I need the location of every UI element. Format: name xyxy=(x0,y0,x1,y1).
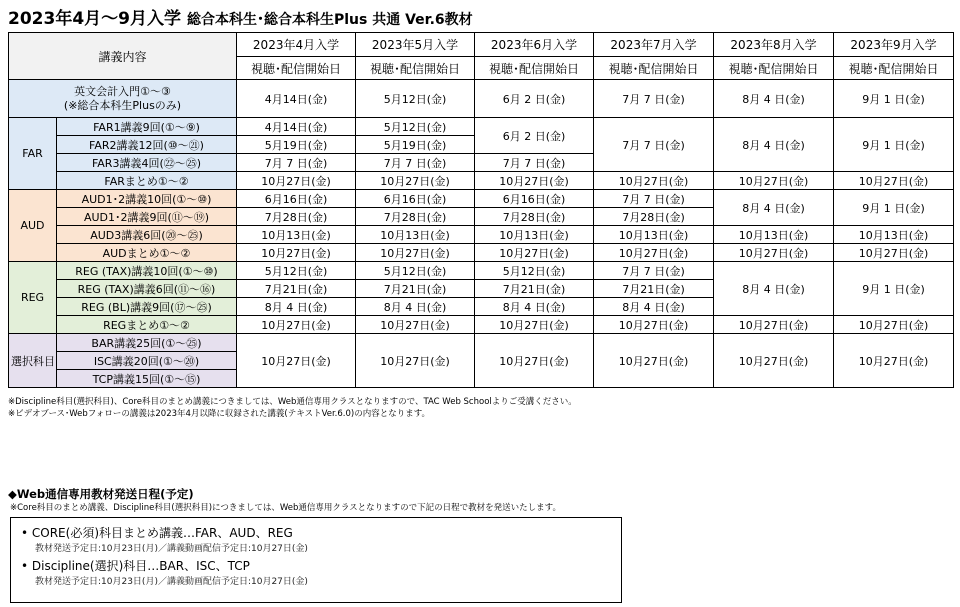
reg3-label: REG (BL)講義9回(⑰～㉕) xyxy=(57,298,237,316)
web-section-title: ◆Web通信専用教材発送日程(予定) xyxy=(8,487,194,501)
far1-may: 5月12日(金) xyxy=(356,118,475,136)
aud1-apr: 6月16日(金) xyxy=(237,190,356,208)
far2-may: 5月19日(金) xyxy=(356,136,475,154)
reg-summary-apr: 10月27日(金) xyxy=(237,316,356,334)
intro-date-jul: 7月 7 日(金) xyxy=(594,80,714,118)
far-merged-sep: 9月 1 日(金) xyxy=(834,118,954,172)
aud2-may: 7月28日(金) xyxy=(356,208,475,226)
intro-date-may: 5月12日(金) xyxy=(356,80,475,118)
far-summary-may: 10月27日(金) xyxy=(356,172,475,190)
core-item-dates: 教材発送予定日:10月23日(月)／講義動画配信予定日:10月27日(金) xyxy=(35,544,308,554)
far-summary-apr: 10月27日(金) xyxy=(237,172,356,190)
table-row-intro xyxy=(9,80,954,118)
far-summary-label: FARまとめ①～② xyxy=(57,172,237,190)
aud2-apr: 7月28日(金) xyxy=(237,208,356,226)
header-month-may: 2023年5月入学 xyxy=(356,33,475,57)
reg3-apr: 8月 4 日(金) xyxy=(237,298,356,316)
aud-summary-jul: 10月27日(金) xyxy=(594,244,714,262)
footnotes xyxy=(8,396,577,420)
aud-merged-sep: 9月 1 日(金) xyxy=(834,190,954,226)
group-reg: REG xyxy=(9,262,57,334)
far2-apr: 5月19日(金) xyxy=(237,136,356,154)
elective-sep: 10月27日(金) xyxy=(834,334,954,388)
header-month-aug: 2023年8月入学 xyxy=(714,33,834,57)
elective-jun: 10月27日(金) xyxy=(475,334,594,388)
far3-may: 7月 7 日(金) xyxy=(356,154,475,172)
far-summary-jul: 10月27日(金) xyxy=(594,172,714,190)
web-section-note: ※Core科目のまとめ講義、Discipline科目(選択科目)につきましては、Web通信専用クラスとなりますので下記の日程で教材を発送いたします。 xyxy=(10,503,561,513)
group-far: FAR xyxy=(9,118,57,190)
reg-summary-label: REGまとめ①～② xyxy=(57,316,237,334)
elective-aug: 10月27日(金) xyxy=(714,334,834,388)
subheader-aug: 視聴･配信開始日 xyxy=(714,57,834,80)
far-merged-jun: 6月 2 日(金) xyxy=(475,118,594,154)
aud-summary-apr: 10月27日(金) xyxy=(237,244,356,262)
footnote-2: ※ビデオブース･Webフォローの講義は2023年4月以降に収録された講義(テキストVer.6.0)の内容となります。 xyxy=(8,409,431,419)
aud2-label: AUD1･2講義9回(⑪～⑲) xyxy=(57,208,237,226)
list-item xyxy=(21,557,611,587)
aud3-jul: 10月13日(金) xyxy=(594,226,714,244)
intro-date-aug: 8月 4 日(金) xyxy=(714,80,834,118)
aud2-jul: 7月28日(金) xyxy=(594,208,714,226)
tcp-label: TCP講義15回(①～⑮) xyxy=(57,370,237,388)
reg2-jul: 7月21日(金) xyxy=(594,280,714,298)
list-item xyxy=(21,524,611,554)
aud-merged-aug: 8月 4 日(金) xyxy=(714,190,834,226)
core-item-title: • CORE(必須)科目まとめ講義…FAR、AUD、REG xyxy=(21,526,293,540)
reg2-label: REG (TAX)講義6回(⑪～⑯) xyxy=(57,280,237,298)
aud1-jun: 6月16日(金) xyxy=(475,190,594,208)
intro-date-apr: 4月14日(金) xyxy=(237,80,356,118)
subheader-apr: 視聴･配信開始日 xyxy=(237,57,356,80)
aud1-may: 6月16日(金) xyxy=(356,190,475,208)
aud3-may: 10月13日(金) xyxy=(356,226,475,244)
schedule-table xyxy=(8,32,954,388)
aud-summary-sep: 10月27日(金) xyxy=(834,244,954,262)
table-row-aud3 xyxy=(9,226,954,244)
far2-label: FAR2講義12回(⑩～㉑) xyxy=(57,136,237,154)
subheader-jun: 視聴･配信開始日 xyxy=(475,57,594,80)
reg1-may: 5月12日(金) xyxy=(356,262,475,280)
reg-summary-sep: 10月27日(金) xyxy=(834,316,954,334)
aud3-aug: 10月13日(金) xyxy=(714,226,834,244)
discipline-item-title: • Discipline(選択)科目…BAR、ISC、TCP xyxy=(21,559,250,573)
table-row-reg-summary xyxy=(9,316,954,334)
far3-jun: 7月 7 日(金) xyxy=(475,154,594,172)
reg-merged-aug: 8月 4 日(金) xyxy=(714,262,834,316)
aud-summary-may: 10月27日(金) xyxy=(356,244,475,262)
footnote-1: ※Discipline科目(選択科目)、Core科目のまとめ講義につきましては、Web通信専用クラスとなりますので、TAC Web Schoolよりご受講ください。 xyxy=(8,397,577,407)
far3-label: FAR3講義4回(㉒～㉕) xyxy=(57,154,237,172)
title-sub: 総合本科生･総合本科生Plus 共通 Ver.6教材 xyxy=(186,12,473,28)
bar-label: BAR講義25回(①～㉕) xyxy=(57,334,237,352)
table-row-far-summary xyxy=(9,172,954,190)
reg3-jun: 8月 4 日(金) xyxy=(475,298,594,316)
header-month-apr: 2023年4月入学 xyxy=(237,33,356,57)
table-row-bar xyxy=(9,334,954,352)
far-summary-jun: 10月27日(金) xyxy=(475,172,594,190)
reg3-may: 8月 4 日(金) xyxy=(356,298,475,316)
far1-apr: 4月14日(金) xyxy=(237,118,356,136)
aud1-jul: 7月 7 日(金) xyxy=(594,190,714,208)
elective-jul: 10月27日(金) xyxy=(594,334,714,388)
header-corner: 講義内容 xyxy=(9,33,237,80)
title-main: 2023年4月～9月入学 xyxy=(8,9,181,29)
reg-summary-aug: 10月27日(金) xyxy=(714,316,834,334)
far-summary-aug: 10月27日(金) xyxy=(714,172,834,190)
intro-date-sep: 9月 1 日(金) xyxy=(834,80,954,118)
aud3-apr: 10月13日(金) xyxy=(237,226,356,244)
table-row-aud-summary xyxy=(9,244,954,262)
reg-merged-sep: 9月 1 日(金) xyxy=(834,262,954,316)
aud3-jun: 10月13日(金) xyxy=(475,226,594,244)
intro-date-jun: 6月 2 日(金) xyxy=(475,80,594,118)
discipline-item-dates: 教材発送予定日:10月23日(月)／講義動画配信予定日:10月27日(金) xyxy=(35,577,308,587)
reg1-label: REG (TAX)講義10回(①～⑩) xyxy=(57,262,237,280)
far1-label: FAR1講義9回(①～⑨) xyxy=(57,118,237,136)
subheader-jul: 視聴･配信開始日 xyxy=(594,57,714,80)
reg2-jun: 7月21日(金) xyxy=(475,280,594,298)
far3-apr: 7月 7 日(金) xyxy=(237,154,356,172)
reg1-jun: 5月12日(金) xyxy=(475,262,594,280)
page-title xyxy=(8,4,473,29)
reg2-apr: 7月21日(金) xyxy=(237,280,356,298)
aud3-sep: 10月13日(金) xyxy=(834,226,954,244)
group-aud: AUD xyxy=(9,190,57,262)
subheader-may: 視聴･配信開始日 xyxy=(356,57,475,80)
reg1-apr: 5月12日(金) xyxy=(237,262,356,280)
aud-summary-aug: 10月27日(金) xyxy=(714,244,834,262)
aud3-label: AUD3講義6回(⑳～㉕) xyxy=(57,226,237,244)
aud1-label: AUD1･2講義10回(①～⑩) xyxy=(57,190,237,208)
far-merged-aug: 8月 4 日(金) xyxy=(714,118,834,172)
isc-label: ISC講義20回(①～⑳) xyxy=(57,352,237,370)
intro-label: 英文会計入門①～③ (※総合本科生Plusのみ) xyxy=(9,80,237,118)
reg1-jul: 7月 7 日(金) xyxy=(594,262,714,280)
far-merged-jul: 7月 7 日(金) xyxy=(594,118,714,172)
group-elective: 選択科目 xyxy=(9,334,57,388)
table-row-reg1 xyxy=(9,262,954,280)
table-row-aud1 xyxy=(9,190,954,208)
reg-summary-jun: 10月27日(金) xyxy=(475,316,594,334)
reg-summary-jul: 10月27日(金) xyxy=(594,316,714,334)
subheader-sep: 視聴･配信開始日 xyxy=(834,57,954,80)
header-month-jul: 2023年7月入学 xyxy=(594,33,714,57)
reg3-jul: 8月 4 日(金) xyxy=(594,298,714,316)
aud-summary-jun: 10月27日(金) xyxy=(475,244,594,262)
aud-summary-label: AUDまとめ①～② xyxy=(57,244,237,262)
far-summary-sep: 10月27日(金) xyxy=(834,172,954,190)
header-month-sep: 2023年9月入学 xyxy=(834,33,954,57)
aud2-jun: 7月28日(金) xyxy=(475,208,594,226)
elective-may: 10月27日(金) xyxy=(356,334,475,388)
web-schedule-box xyxy=(10,517,622,603)
elective-apr: 10月27日(金) xyxy=(237,334,356,388)
reg2-may: 7月21日(金) xyxy=(356,280,475,298)
reg-summary-may: 10月27日(金) xyxy=(356,316,475,334)
table-row-far1 xyxy=(9,118,954,136)
header-month-jun: 2023年6月入学 xyxy=(475,33,594,57)
